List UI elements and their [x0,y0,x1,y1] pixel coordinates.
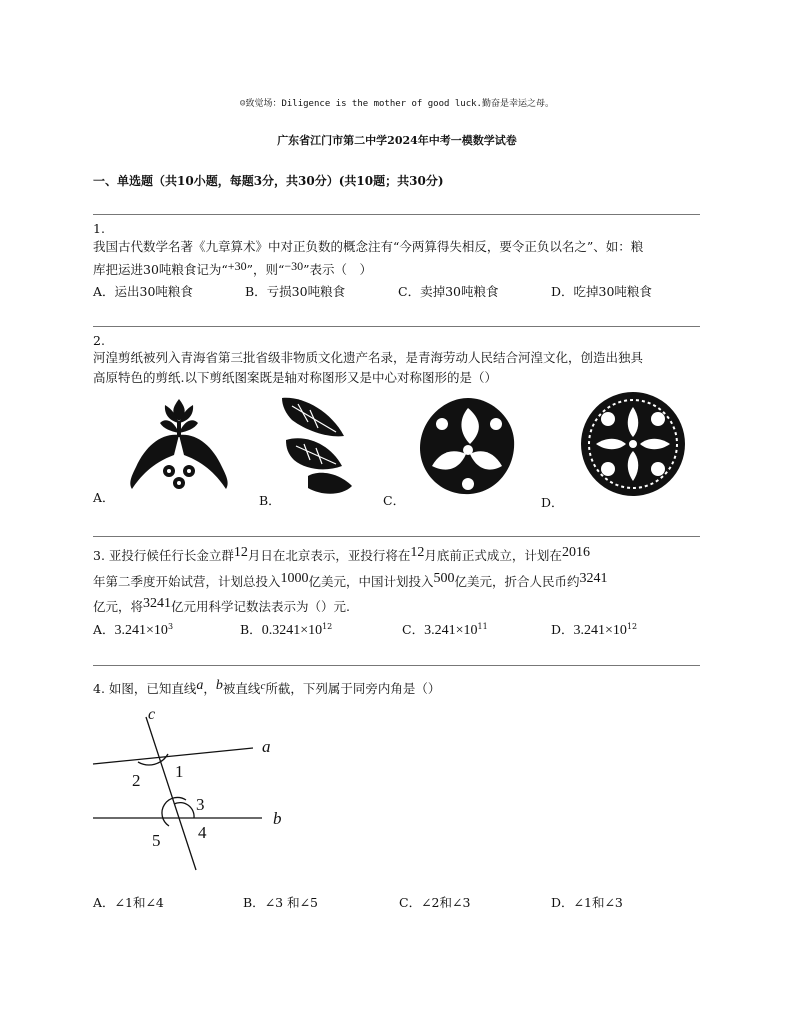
q3-line2a: 年第二季度开始试营，计划总投入 [93,574,281,589]
q4-option-c-label: C． [399,895,422,910]
q1-line2c: ”表示（ ） [303,262,373,277]
label-2: 2 [132,771,141,790]
q4-option-a[interactable] [93,893,164,911]
section-heading: 一、单选题（共10小题，每题3分，共30分）(共10题；共30分) [93,174,444,188]
q4-var-a: a [196,678,204,693]
line-a [93,748,253,764]
papercut-b-image [278,392,356,500]
q3-num-500: 500 [433,571,455,586]
q3-option-b-label: B． [240,622,262,637]
q3-option-a[interactable] [93,620,173,639]
q3-line3 [93,594,703,616]
q3-num-2016: 2016 [561,545,590,560]
divider [93,326,700,327]
q2-option-b[interactable]: B． [259,493,281,508]
q4-option-d-text: ∠1和∠3 [573,895,623,910]
papercut-d-image [578,389,688,499]
q4-option-d[interactable] [551,893,623,911]
q4-var-c: c [260,680,266,692]
divider [93,536,700,537]
q4-option-a-text: ∠1和∠4 [114,895,164,910]
q3-line1c: 月底前正式成立，计划在 [424,548,562,563]
q3-line1 [93,543,703,565]
q1-line2b: ”，则“ [246,262,285,277]
q3-num-3241b: 3241 [143,596,172,611]
q3-line3a: 亿元，将 [93,599,144,614]
q3-option-c-base: 3.241×10 [424,623,478,638]
q2-line1: 河湟剪纸被列入青海省第三批省级非物质文化遗产名录，是青海劳动人民结合河湟文化，创造出独具 [93,350,644,365]
q4-stem [93,676,703,698]
q1-line1: 我国古代数学名著《九章算术》中对正负数的概念注有“今两算得失相反，要令正负以名之”、如：粮 [93,239,644,254]
q4-option-a-label: A． [93,895,115,910]
q3-option-d[interactable] [551,620,637,639]
divider [93,665,700,666]
q3-option-a-exp: 3 [167,621,174,631]
q2-number: 2. [93,333,105,348]
q1-line2 [93,257,703,279]
q3-option-c[interactable] [402,620,488,639]
q1-option-a[interactable]: A．运出30吨粮食 [93,284,193,299]
papercut-a-image [118,393,240,498]
papercut-c-image [414,394,522,500]
q2-option-a[interactable]: A． [93,490,115,505]
q1-option-d[interactable]: D．吃掉30吨粮食 [551,284,652,299]
q4-option-d-label: D． [551,895,574,910]
q4-comma: ， [203,681,216,696]
label-3: 3 [196,795,205,814]
q3-option-c-exp: 11 [477,621,488,631]
q3-num-12a: 12 [233,545,248,560]
q3-line1b: 月日在北京表示，亚投行将在 [247,548,411,563]
q1-option-c[interactable]: C．卖掉30吨粮食 [398,284,499,299]
label-c: c [148,706,156,723]
q4-option-b-label: B． [243,895,265,910]
q1-val-neg: −30 [284,259,304,273]
q3-line3b: 亿元用科学记数法表示为（）元. [171,599,350,614]
q4-mid: 被直线 [222,681,261,696]
q4-option-b[interactable] [243,893,318,911]
q3-num-12b: 12 [410,545,425,560]
label-4: 4 [198,823,207,842]
q4-option-b-text: ∠3 和∠5 [264,895,319,910]
q3-option-b[interactable] [240,620,332,639]
q4-lead: 4. 如图，已知直线 [93,681,197,696]
q2-option-d[interactable]: D． [541,495,564,510]
q3-line2 [93,569,703,591]
q1-number: 1. [93,221,105,236]
q4-option-c-text: ∠2和∠3 [421,895,471,910]
q3-option-c-label: C． [402,622,425,637]
divider [93,214,700,215]
q3-line2c: 亿美元，折合人民币约 [454,574,580,589]
label-a: a [262,737,271,756]
q1-val-pos: +30 [227,259,247,273]
q3-line1a: 3. 亚投行候任行长金立群 [93,548,234,563]
label-b: b [273,809,282,828]
motto: ☺致觉场：Diligence is the mother of good luck.勤奋是幸运之母。 [240,99,554,109]
label-5: 5 [152,831,161,850]
q3-option-d-base: 3.241×10 [573,623,627,638]
q2-option-c[interactable]: C． [383,493,406,508]
q2-line2: 高原特色的剪纸.以下剪纸图案既是轴对称图形又是中心对称图形的是（） [93,370,497,385]
q3-option-d-label: D． [551,622,574,637]
q1-option-b[interactable]: B．亏损30吨粮食 [245,284,346,299]
q3-option-b-base: 0.3241×10 [261,623,323,638]
q4-option-c[interactable] [399,893,470,911]
q3-option-a-label: A． [93,622,115,637]
q4-figure [90,700,300,875]
exam-title: 广东省江门市第二中学2024年中考一模数学试卷 [277,134,517,147]
label-1: 1 [175,762,184,781]
q3-num-1000: 1000 [280,571,309,586]
q1-line2a: 库把运进30吨粮食记为“ [93,262,228,277]
q4-var-b: b [215,678,223,693]
q3-num-3241a: 3241 [579,571,608,586]
q3-line2b: 亿美元，中国计划投入 [308,574,434,589]
q3-option-d-exp: 12 [626,621,638,631]
q3-option-a-base: 3.241×10 [114,623,168,638]
q3-option-b-exp: 12 [322,621,333,631]
q4-tail: 所截，下列属于同旁内角是（） [265,681,441,696]
